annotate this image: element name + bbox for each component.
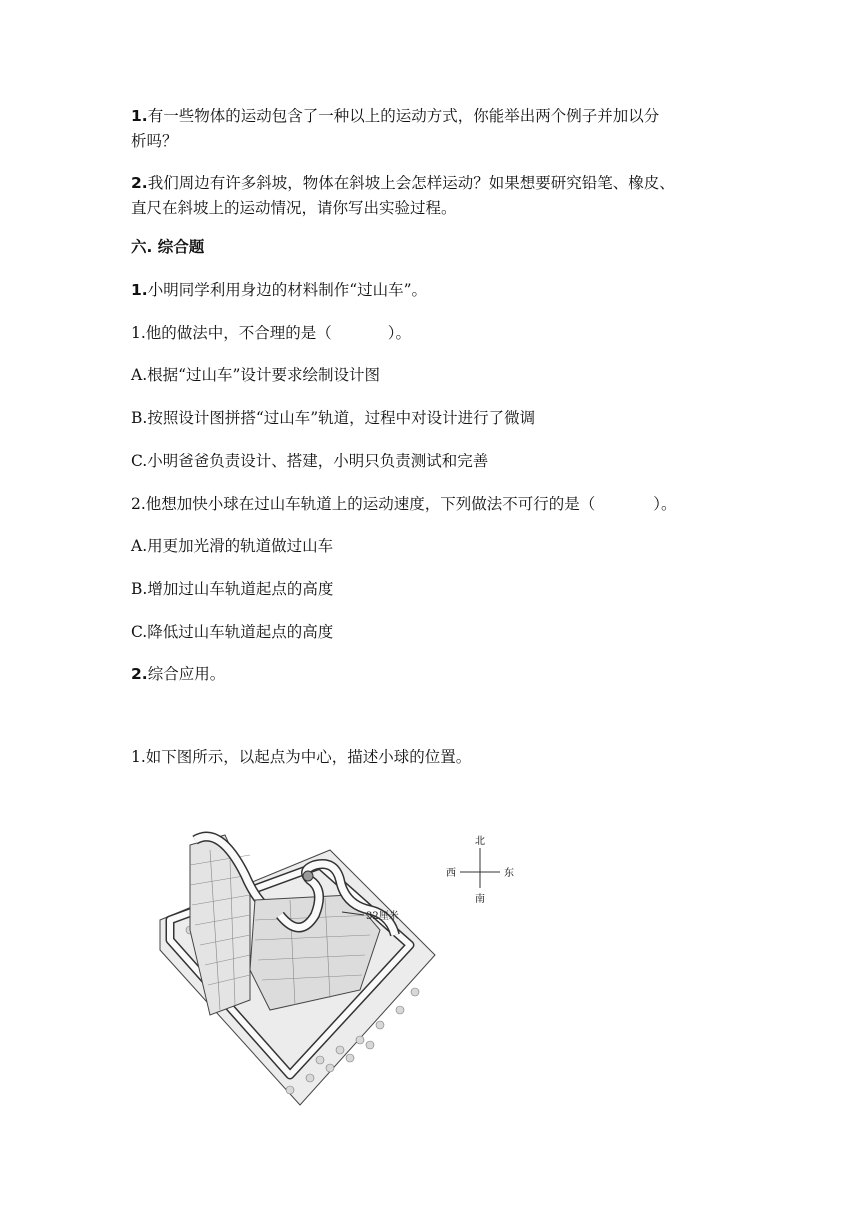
question-1-line-2: 析吗？ bbox=[131, 132, 178, 150]
sub-question-1-stem: 1.他的做法中，不合理的是（ ）。 bbox=[131, 324, 412, 342]
distance-label: 32厘米 bbox=[366, 911, 399, 922]
roller-coaster-figure bbox=[150, 820, 540, 1120]
ball bbox=[303, 871, 313, 881]
question-2-line-2: 直尺在斜坡上的运动情况，请你写出实验过程。 bbox=[131, 199, 457, 217]
compass-rose bbox=[460, 848, 500, 888]
compass-north: 北 bbox=[475, 836, 485, 847]
integrated-question-1-title: 1.小明同学利用身边的材料制作“过山车”。 bbox=[131, 281, 428, 299]
sub-question-1-option-a: A.根据“过山车”设计要求绘制设计图 bbox=[131, 366, 380, 384]
sub-question-2-option-a: A.用更加光滑的轨道做过山车 bbox=[131, 537, 334, 555]
sub-question-2-option-b: B.增加过山车轨道起点的高度 bbox=[131, 580, 334, 598]
sub-question-1-option-c: C.小明爸爸负责设计、搭建，小明只负责测试和完善 bbox=[131, 452, 489, 470]
integrated-sub-question-1: 1.如下图所示，以起点为中心，描述小球的位置。 bbox=[131, 748, 472, 766]
sub-question-2-option-c: C.降低过山车轨道起点的高度 bbox=[131, 623, 334, 641]
sub-question-1-option-b: B.按照设计图拼搭“过山车”轨道，过程中对设计进行了微调 bbox=[131, 409, 536, 427]
compass-south: 南 bbox=[475, 894, 485, 905]
question-2-line-1: 2.我们周边有许多斜坡，物体在斜坡上会怎样运动？如果想要研究铅笔、橡皮、 bbox=[131, 174, 675, 192]
compass-west: 西 bbox=[446, 868, 456, 879]
sub-question-2-stem: 2.他想加快小球在过山车轨道上的运动速度，下列做法不可行的是（ ）。 bbox=[131, 495, 677, 513]
integrated-question-2-title: 2.综合应用。 bbox=[131, 665, 226, 683]
section-heading: 六. 综合题 bbox=[131, 238, 205, 256]
question-1-line-1: 1.有一些物体的运动包含了一种以上的运动方式，你能举出两个例子并加以分 bbox=[131, 107, 660, 125]
compass-east: 东 bbox=[504, 868, 514, 879]
